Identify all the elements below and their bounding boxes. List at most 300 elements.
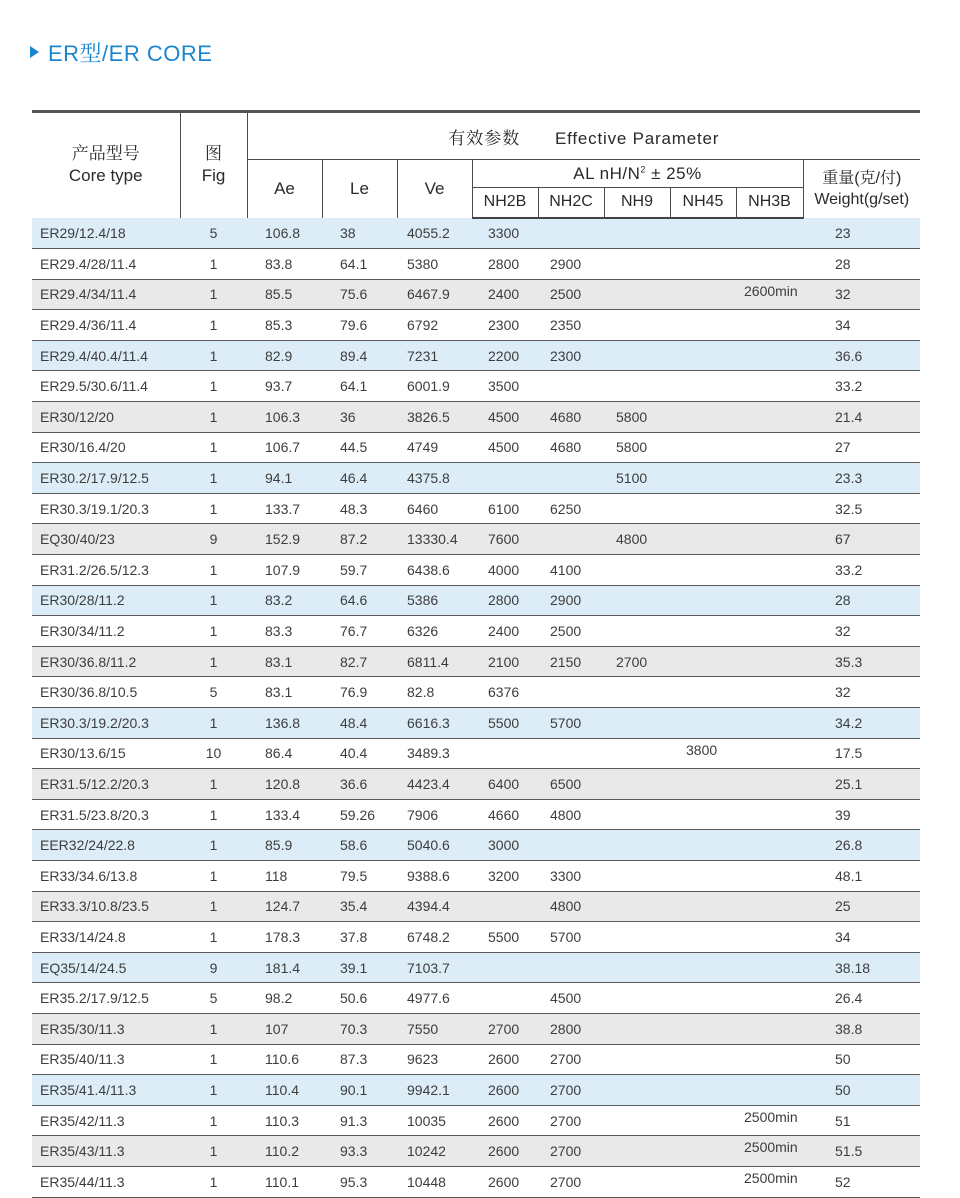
- cell-nh2b: 7600: [472, 524, 538, 555]
- cell-nh9: [604, 1075, 670, 1106]
- cell-ve: 6326: [397, 616, 472, 647]
- cell-fig: 1: [180, 830, 247, 861]
- cell-ve: 4423.4: [397, 769, 472, 800]
- cell-nh2c: 2500: [538, 279, 604, 310]
- cell-le: 82.7: [322, 646, 397, 677]
- table-row: [32, 677, 920, 708]
- table-row: [32, 340, 920, 371]
- cell-type: ER30.3/19.1/20.3: [32, 493, 180, 524]
- cell-fig: 1: [180, 1105, 247, 1136]
- cell-nh9: [604, 493, 670, 524]
- cell-nh2b: 4500: [472, 402, 538, 433]
- cell-fig: 1: [180, 371, 247, 402]
- cell-ve: 7103.7: [397, 952, 472, 983]
- cell-weight: 67: [803, 524, 920, 555]
- cell-type: ER30/16.4/20: [32, 432, 180, 463]
- cell-nh2c: 4680: [538, 432, 604, 463]
- cell-nh2b: 3500: [472, 371, 538, 402]
- table-row: [32, 983, 920, 1014]
- cell-nh2c: [538, 524, 604, 555]
- header-ve: Ve: [397, 160, 472, 218]
- cell-nh9: [604, 1013, 670, 1044]
- cell-type: ER29.5/30.6/11.4: [32, 371, 180, 402]
- table-row: [32, 738, 920, 769]
- cell-fig: 1: [180, 922, 247, 953]
- cell-le: 46.4: [322, 463, 397, 494]
- cell-nh3b: [736, 1013, 803, 1044]
- cell-type: ER33.3/10.8/23.5: [32, 891, 180, 922]
- cell-ve: 6811.4: [397, 646, 472, 677]
- cell-nh3b: 2600min: [736, 279, 803, 310]
- cell-nh45: [670, 555, 736, 586]
- cell-weight: 51: [803, 1105, 920, 1136]
- cell-type: ER35/44/11.3: [32, 1166, 180, 1197]
- cell-nh9: [604, 922, 670, 953]
- cell-nh9: [604, 952, 670, 983]
- table-body: [32, 218, 920, 1198]
- cell-weight: 25.1: [803, 769, 920, 800]
- cell-nh2b: [472, 891, 538, 922]
- cell-le: 40.4: [322, 738, 397, 769]
- cell-ae: 85.3: [247, 310, 322, 341]
- cell-nh2c: 4800: [538, 891, 604, 922]
- cell-fig: 1: [180, 463, 247, 494]
- cell-nh2c: 6250: [538, 493, 604, 524]
- header-le: Le: [322, 160, 397, 218]
- cell-nh9: [604, 799, 670, 830]
- header-effective-cn: 有效参数: [448, 128, 521, 148]
- cell-ae: 178.3: [247, 922, 322, 953]
- cell-nh3b: [736, 677, 803, 708]
- cell-nh45: [670, 218, 736, 249]
- cell-type: EER32/24/22.8: [32, 830, 180, 861]
- triangle-bullet-icon: [30, 46, 39, 58]
- cell-nh3b: [736, 983, 803, 1014]
- cell-ae: 110.1: [247, 1166, 322, 1197]
- cell-nh45: [670, 493, 736, 524]
- cell-le: 35.4: [322, 891, 397, 922]
- cell-type: EQ30/40/23: [32, 524, 180, 555]
- cell-nh2c: [538, 677, 604, 708]
- cell-nh2b: [472, 463, 538, 494]
- cell-fig: 1: [180, 799, 247, 830]
- table-row: [32, 1105, 920, 1136]
- cell-fig: 10: [180, 738, 247, 769]
- cell-nh2b: 2600: [472, 1075, 538, 1106]
- cell-nh9: [604, 340, 670, 371]
- cell-nh2c: 2700: [538, 1044, 604, 1075]
- cell-nh45: [670, 1044, 736, 1075]
- cell-nh45: [670, 463, 736, 494]
- cell-le: 87.2: [322, 524, 397, 555]
- cell-fig: 5: [180, 677, 247, 708]
- cell-nh2b: 2400: [472, 279, 538, 310]
- cell-nh3b: [736, 830, 803, 861]
- cell-nh3b: [736, 738, 803, 769]
- cell-ae: 107.9: [247, 555, 322, 586]
- cell-fig: 1: [180, 249, 247, 280]
- header-weight: [803, 160, 920, 218]
- cell-nh3b: [736, 860, 803, 891]
- cell-nh3b: [736, 218, 803, 249]
- header-al-sup: 2: [640, 163, 646, 174]
- table-row: [32, 891, 920, 922]
- cell-nh2c: 2300: [538, 340, 604, 371]
- cell-nh9: [604, 585, 670, 616]
- cell-weight: 34.2: [803, 708, 920, 739]
- cell-fig: 1: [180, 279, 247, 310]
- cell-type: ER30.3/19.2/20.3: [32, 708, 180, 739]
- cell-le: 58.6: [322, 830, 397, 861]
- cell-nh2c: 4100: [538, 555, 604, 586]
- cell-le: 48.4: [322, 708, 397, 739]
- cell-nh45: [670, 1136, 736, 1167]
- table-row: [32, 769, 920, 800]
- cell-nh9: 5100: [604, 463, 670, 494]
- cell-nh3b: [736, 799, 803, 830]
- cell-nh2c: 5700: [538, 922, 604, 953]
- page-title: [30, 36, 212, 68]
- cell-fig: 1: [180, 1044, 247, 1075]
- cell-nh9: [604, 310, 670, 341]
- cell-nh2c: 2700: [538, 1105, 604, 1136]
- cell-nh2c: 3300: [538, 860, 604, 891]
- cell-fig: 5: [180, 983, 247, 1014]
- cell-ve: 10242: [397, 1136, 472, 1167]
- cell-nh9: [604, 769, 670, 800]
- cell-weight: 21.4: [803, 402, 920, 433]
- cell-nh2c: 2900: [538, 585, 604, 616]
- cell-type: ER33/14/24.8: [32, 922, 180, 953]
- cell-nh45: 3800: [670, 738, 736, 769]
- cell-nh9: [604, 279, 670, 310]
- cell-nh45: [670, 402, 736, 433]
- cell-weight: 32: [803, 677, 920, 708]
- cell-ae: 124.7: [247, 891, 322, 922]
- cell-ae: 85.9: [247, 830, 322, 861]
- cell-nh45: [670, 249, 736, 280]
- cell-nh2c: [538, 738, 604, 769]
- cell-nh9: [604, 677, 670, 708]
- cell-ae: 120.8: [247, 769, 322, 800]
- table-row: [32, 1013, 920, 1044]
- cell-nh45: [670, 279, 736, 310]
- cell-nh9: [604, 616, 670, 647]
- cell-nh2c: 2700: [538, 1136, 604, 1167]
- cell-ve: 4394.4: [397, 891, 472, 922]
- cell-type: ER35/42/11.3: [32, 1105, 180, 1136]
- cell-le: 50.6: [322, 983, 397, 1014]
- table-row: [32, 708, 920, 739]
- cell-le: 64.6: [322, 585, 397, 616]
- cell-nh3b: [736, 493, 803, 524]
- cell-fig: 1: [180, 310, 247, 341]
- cell-le: 37.8: [322, 922, 397, 953]
- cell-ve: 7906: [397, 799, 472, 830]
- cell-nh2b: 4500: [472, 432, 538, 463]
- cell-weight: 28: [803, 585, 920, 616]
- cell-ae: 93.7: [247, 371, 322, 402]
- cell-ve: 6467.9: [397, 279, 472, 310]
- cell-weight: 23.3: [803, 463, 920, 494]
- cell-fig: 1: [180, 402, 247, 433]
- cell-nh2b: 2200: [472, 340, 538, 371]
- cell-nh2c: [538, 952, 604, 983]
- cell-nh45: [670, 1013, 736, 1044]
- cell-nh3b: [736, 1075, 803, 1106]
- cell-ve: 9942.1: [397, 1075, 472, 1106]
- table-row: [32, 1075, 920, 1106]
- cell-nh2b: 2600: [472, 1166, 538, 1197]
- cell-nh2b: 2600: [472, 1044, 538, 1075]
- cell-weight: 32.5: [803, 493, 920, 524]
- cell-ae: 136.8: [247, 708, 322, 739]
- cell-weight: 17.5: [803, 738, 920, 769]
- cell-ve: 6438.6: [397, 555, 472, 586]
- cell-ve: 4375.8: [397, 463, 472, 494]
- cell-nh3b: [736, 249, 803, 280]
- cell-nh45: [670, 1166, 736, 1197]
- cell-ve: 6616.3: [397, 708, 472, 739]
- cell-ve: 10448: [397, 1166, 472, 1197]
- cell-ve: 5386: [397, 585, 472, 616]
- cell-nh9: [604, 1105, 670, 1136]
- cell-le: 36.6: [322, 769, 397, 800]
- cell-nh2b: 2800: [472, 585, 538, 616]
- cell-le: 91.3: [322, 1105, 397, 1136]
- cell-nh3b: [736, 708, 803, 739]
- cell-ve: 6001.9: [397, 371, 472, 402]
- cell-fig: 1: [180, 1075, 247, 1106]
- cell-nh45: [670, 952, 736, 983]
- cell-nh3b: [736, 432, 803, 463]
- cell-fig: 1: [180, 493, 247, 524]
- cell-nh2b: [472, 952, 538, 983]
- header-grade-nh2b: NH2B: [472, 188, 538, 218]
- cell-fig: 1: [180, 891, 247, 922]
- cell-fig: 1: [180, 1136, 247, 1167]
- cell-weight: 48.1: [803, 860, 920, 891]
- cell-nh2b: 3300: [472, 218, 538, 249]
- cell-nh3b: [736, 646, 803, 677]
- cell-nh9: [604, 708, 670, 739]
- cell-type: ER35/43/11.3: [32, 1136, 180, 1167]
- table-row: [32, 524, 920, 555]
- cell-weight: 34: [803, 310, 920, 341]
- cell-le: 36: [322, 402, 397, 433]
- cell-nh2b: 6400: [472, 769, 538, 800]
- cell-nh2b: 2400: [472, 616, 538, 647]
- cell-ae: 82.9: [247, 340, 322, 371]
- cell-nh3b: [736, 402, 803, 433]
- cell-type: ER29.4/40.4/11.4: [32, 340, 180, 371]
- cell-ve: 10035: [397, 1105, 472, 1136]
- header-fig-en: Fig: [201, 166, 226, 186]
- cell-ve: 82.8: [397, 677, 472, 708]
- header-fig-cn: 图: [205, 144, 222, 164]
- cell-nh2c: 2500: [538, 616, 604, 647]
- cell-ae: 133.7: [247, 493, 322, 524]
- cell-nh45: [670, 432, 736, 463]
- cell-ve: 6792: [397, 310, 472, 341]
- cell-ve: 7550: [397, 1013, 472, 1044]
- header-grade-nh45: NH45: [670, 188, 736, 218]
- header-al-prefix: AL nH/N: [573, 163, 641, 183]
- cell-nh45: [670, 677, 736, 708]
- cell-nh3b: [736, 616, 803, 647]
- cell-ve: 9623: [397, 1044, 472, 1075]
- cell-ve: 4055.2: [397, 218, 472, 249]
- header-al-suffix: ± 25%: [645, 163, 702, 183]
- header-effective-en: Effective Parameter: [555, 128, 720, 148]
- cell-ae: 152.9: [247, 524, 322, 555]
- cell-nh45: [670, 891, 736, 922]
- cell-ae: 83.1: [247, 677, 322, 708]
- cell-fig: 1: [180, 1166, 247, 1197]
- cell-type: ER30.2/17.9/12.5: [32, 463, 180, 494]
- table-row: [32, 279, 920, 310]
- table-row: [32, 310, 920, 341]
- cell-weight: 25: [803, 891, 920, 922]
- cell-nh3b: [736, 891, 803, 922]
- cell-nh9: [604, 891, 670, 922]
- cell-nh3b: [736, 555, 803, 586]
- cell-fig: 5: [180, 218, 247, 249]
- cell-le: 89.4: [322, 340, 397, 371]
- table-row: [32, 249, 920, 280]
- cell-ae: 98.2: [247, 983, 322, 1014]
- cell-weight: 39: [803, 799, 920, 830]
- cell-weight: 36.6: [803, 340, 920, 371]
- cell-ve: 3489.3: [397, 738, 472, 769]
- header-weight-en: Weight(g/set): [814, 190, 910, 208]
- cell-nh3b: [736, 371, 803, 402]
- cell-type: ER29.4/34/11.4: [32, 279, 180, 310]
- cell-fig: 1: [180, 432, 247, 463]
- cell-nh2b: 6376: [472, 677, 538, 708]
- table-row: [32, 1044, 920, 1075]
- cell-nh9: [604, 1136, 670, 1167]
- cell-weight: 35.3: [803, 646, 920, 677]
- cell-ae: 110.2: [247, 1136, 322, 1167]
- cell-le: 79.6: [322, 310, 397, 341]
- cell-nh45: [670, 310, 736, 341]
- header-weight-cn: 重量(克/付): [822, 169, 902, 187]
- cell-nh2c: 2150: [538, 646, 604, 677]
- cell-nh2c: 4500: [538, 983, 604, 1014]
- cell-weight: 32: [803, 279, 920, 310]
- cell-weight: 33.2: [803, 555, 920, 586]
- cell-nh2c: [538, 218, 604, 249]
- cell-ae: 83.3: [247, 616, 322, 647]
- cell-ae: 86.4: [247, 738, 322, 769]
- cell-le: 90.1: [322, 1075, 397, 1106]
- cell-ae: 133.4: [247, 799, 322, 830]
- cell-weight: 26.8: [803, 830, 920, 861]
- cell-fig: 9: [180, 524, 247, 555]
- cell-fig: 1: [180, 340, 247, 371]
- cell-weight: 52: [803, 1166, 920, 1197]
- cell-ve: 7231: [397, 340, 472, 371]
- cell-nh2c: [538, 463, 604, 494]
- table-row: [32, 493, 920, 524]
- cell-weight: 38.8: [803, 1013, 920, 1044]
- cell-nh9: 2700: [604, 646, 670, 677]
- header-grade-nh2c: NH2C: [538, 188, 604, 218]
- cell-nh2b: 6100: [472, 493, 538, 524]
- cell-nh2b: 3000: [472, 830, 538, 861]
- cell-nh3b: 2500min: [736, 1105, 803, 1136]
- cell-nh3b: [736, 463, 803, 494]
- cell-nh3b: 2500min: [736, 1166, 803, 1197]
- cell-weight: 51.5: [803, 1136, 920, 1167]
- cell-le: 76.9: [322, 677, 397, 708]
- cell-le: 64.1: [322, 371, 397, 402]
- cell-type: ER29.4/36/11.4: [32, 310, 180, 341]
- cell-type: ER29/12.4/18: [32, 218, 180, 249]
- cell-le: 75.6: [322, 279, 397, 310]
- cell-type: ER33/34.6/13.8: [32, 860, 180, 891]
- table-row: [32, 1136, 920, 1167]
- cell-fig: 1: [180, 555, 247, 586]
- cell-ae: 83.1: [247, 646, 322, 677]
- cell-ae: 83.8: [247, 249, 322, 280]
- cell-nh3b: [736, 310, 803, 341]
- cell-nh9: [604, 249, 670, 280]
- cell-ve: 6460: [397, 493, 472, 524]
- cell-type: ER31.5/23.8/20.3: [32, 799, 180, 830]
- cell-nh45: [670, 371, 736, 402]
- cell-nh2c: 5700: [538, 708, 604, 739]
- cell-nh45: [670, 830, 736, 861]
- cell-nh2c: 2700: [538, 1075, 604, 1106]
- cell-nh3b: [736, 922, 803, 953]
- cell-ae: 110.6: [247, 1044, 322, 1075]
- cell-ae: 110.3: [247, 1105, 322, 1136]
- cell-ve: 5380: [397, 249, 472, 280]
- table-row: [32, 860, 920, 891]
- cell-type: ER35/40/11.3: [32, 1044, 180, 1075]
- cell-nh9: [604, 371, 670, 402]
- cell-ae: 106.8: [247, 218, 322, 249]
- cell-type: ER30/28/11.2: [32, 585, 180, 616]
- cell-nh9: [604, 983, 670, 1014]
- cell-nh3b: 2500min: [736, 1136, 803, 1167]
- cell-nh45: [670, 1105, 736, 1136]
- cell-ae: 83.2: [247, 585, 322, 616]
- cell-ae: 118: [247, 860, 322, 891]
- cell-nh45: [670, 983, 736, 1014]
- cell-nh3b: [736, 952, 803, 983]
- cell-le: 64.1: [322, 249, 397, 280]
- header-grade-nh3b: NH3B: [736, 188, 803, 218]
- cell-weight: 50: [803, 1044, 920, 1075]
- cell-weight: 50: [803, 1075, 920, 1106]
- cell-nh45: [670, 524, 736, 555]
- cell-nh45: [670, 585, 736, 616]
- cell-le: 59.7: [322, 555, 397, 586]
- cell-fig: 1: [180, 860, 247, 891]
- table-row: [32, 432, 920, 463]
- cell-nh2b: 4660: [472, 799, 538, 830]
- cell-ae: 110.4: [247, 1075, 322, 1106]
- cell-nh9: [604, 1044, 670, 1075]
- cell-fig: 1: [180, 1013, 247, 1044]
- cell-ve: 4977.6: [397, 983, 472, 1014]
- cell-ve: 5040.6: [397, 830, 472, 861]
- cell-type: ER35/30/11.3: [32, 1013, 180, 1044]
- cell-ve: 13330.4: [397, 524, 472, 555]
